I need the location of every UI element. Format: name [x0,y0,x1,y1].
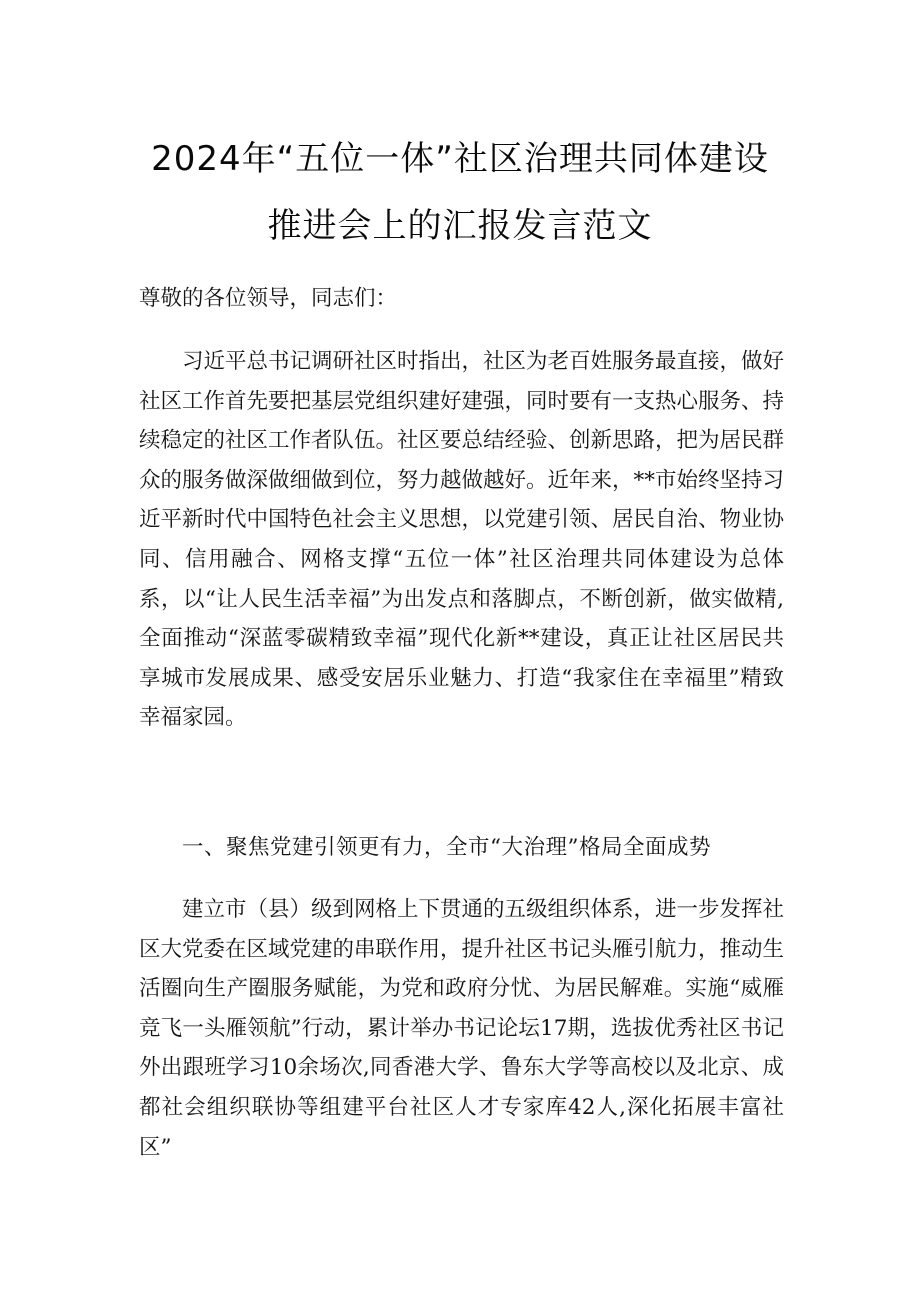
salutation: 尊敬的各位领导，同志们： [139,286,398,311]
paragraph-intro: 习近平总书记调研社区时指出，社区为老百姓服务最直接，做好社区工作首先要把基层党组织建好建强，同时要有一支热心服务、持续稳定的社区工作者队伍。社区要总结经验、创新思路，把为居民群众的服务做深做细做到位，努力越做越好。近年来，**市始终坚持习近平新时代中国特色社会主义思想，以党建引领、居民自治、物业协同、信用融合、网格支撑“五位一体”社区治理共同体建设为总体系，以“让人民生活幸福”为出发点和落脚点，不断创新，做实做精,全面推动“深蓝零碳精致幸福”现代化新**建设，真正让社区居民共享城市发展成果、感受安居乐业魅力、打造“我家住在幸福里”精致幸福家园。 [139,349,785,731]
paragraph-section-1: 建立市（县）级到网格上下贯通的五级组织体系，进一步发挥社区大党委在区域党建的串联作用，提升社区书记头雁引航力，推动生活圈向生产圈服务赋能，为党和政府分忧、为居民解难。实施“威雁竞飞一头雁领航”行动，累计举办书记论坛17期，选拔优秀社区书记外出跟班学习10余场次,同香港大学、鲁东大学等高校以及北京、成都社会组织联协等组建平台社区人才专家库42人,深化拓展丰富社区” [139,897,785,1160]
document-title-line-1: 2024年“五位一体”社区治理共同体建设 [151,139,769,179]
document-title-line-2: 推进会上的汇报发言范文 [267,206,653,246]
section-heading-1: 一、聚焦党建引领更有力，全市“大治理”格局全面成势 [182,835,711,860]
